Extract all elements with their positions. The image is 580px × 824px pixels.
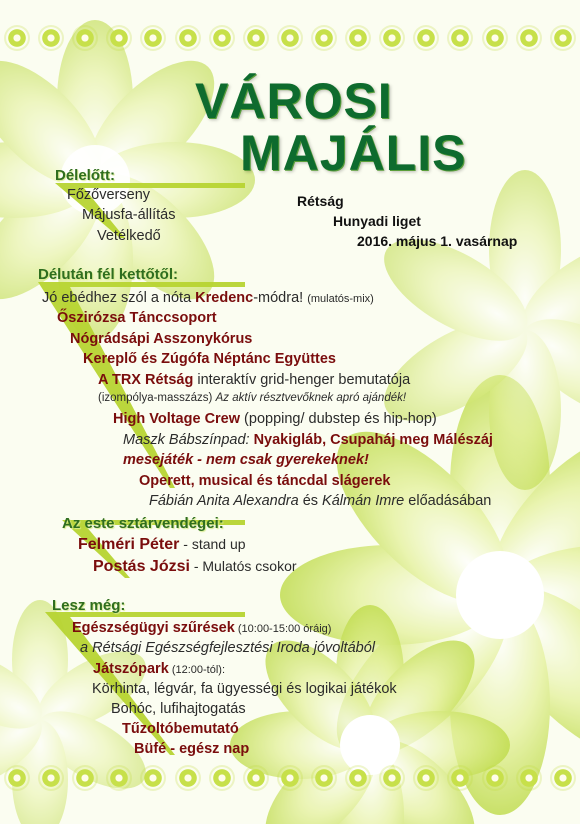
program-line-11: Fábián Anita Alexandra és Kálmán Imre előadásában [149, 493, 492, 509]
border-flower-icon [279, 27, 301, 49]
border-flower-icon [381, 767, 403, 789]
program-line-9: mesejáték - nem csak gyerekeknek! [123, 452, 369, 468]
border-flower-icon [40, 27, 62, 49]
morning-item: Vetélkedő [97, 228, 161, 244]
border-flower-icon [347, 27, 369, 49]
title-line-1: VÁROSI [195, 73, 393, 129]
more-line-4: Körhinta, légvár, fa ügyességi és logikai játékok [92, 681, 397, 697]
border-flower-icon [313, 767, 335, 789]
title-line-2: MAJÁLIS [240, 125, 467, 181]
border-flower-icon [211, 27, 233, 49]
afternoon-heading: Délután fél kettőtől: [38, 266, 179, 283]
event-date: 2016. május 1. vasárnap [357, 233, 518, 249]
program-line-6: (izompólya-masszázs) Az aktív résztvevőknek apró ajándék! [98, 392, 407, 404]
morning-heading: Délelőtt: [55, 167, 115, 184]
star-guest-2: Postás Józsi - Mulatós csokor [93, 558, 297, 575]
border-flower-icon [245, 27, 267, 49]
border-flower-icon [449, 27, 471, 49]
border-flower-icon [347, 767, 369, 789]
border-flower-icon [177, 767, 199, 789]
border-flower-icon [279, 767, 301, 789]
border-flower-icon [552, 767, 574, 789]
evening-heading: Az este sztárvendégei: [62, 515, 224, 532]
program-line-4: Kereplő és Zúgófa Néptánc Együttes [83, 351, 336, 367]
morning-item: Főzőverseny [67, 187, 151, 203]
border-flower-icon [142, 767, 164, 789]
more-line-7: Büfé - egész nap [134, 741, 250, 757]
border-flower-icon [552, 27, 574, 49]
border-flower-icon [108, 767, 130, 789]
bottom-flower-border [0, 764, 580, 792]
more-heading: Lesz még: [52, 597, 126, 614]
top-flower-border [0, 24, 580, 52]
border-flower-icon [484, 27, 506, 49]
border-flower-icon [245, 767, 267, 789]
border-flower-icon [415, 767, 437, 789]
more-line-5: Bohóc, lufihajtogatás [111, 701, 246, 717]
border-flower-icon [177, 27, 199, 49]
star-guest-1: Felméri Péter - stand up [78, 536, 246, 553]
program-line-5: A TRX Rétság interaktív grid-henger bemutatója [98, 372, 411, 388]
more-line-6: Tűzoltóbemutató [122, 721, 239, 737]
program-line-1: Jó ebédhez szól a nóta Kredenc-módra! (mulatós-mix) [42, 290, 374, 306]
border-flower-icon [6, 27, 28, 49]
event-town: Rétság [297, 193, 344, 209]
morning-item: Májusfa-állítás [82, 207, 176, 223]
border-flower-icon [74, 767, 96, 789]
border-flower-icon [415, 27, 437, 49]
program-line-2: Őszirózsa Tánccsoport [57, 310, 217, 326]
event-venue: Hunyadi liget [333, 213, 421, 229]
program-line-8: Maszk Bábszínpad: Nyakigláb, Csupaháj meg Málészáj [123, 432, 493, 448]
border-flower-icon [142, 27, 164, 49]
border-flower-icon [449, 767, 471, 789]
border-flower-icon [518, 27, 540, 49]
more-line-1: Egészségügyi szűrések (10:00-15:00 óráig) [72, 620, 332, 636]
border-flower-icon [108, 27, 130, 49]
border-flower-icon [6, 767, 28, 789]
program-line-3: Nógrádsápi Asszonykórus [70, 331, 253, 347]
more-line-2: a Rétsági Egészségfejlesztési Iroda jóvoltából [80, 640, 375, 656]
border-flower-icon [313, 27, 335, 49]
border-flower-icon [74, 27, 96, 49]
border-flower-icon [484, 767, 506, 789]
program-line-7: High Voltage Crew (popping/ dubstep és hip-hop) [113, 411, 437, 427]
border-flower-icon [518, 767, 540, 789]
border-flower-icon [381, 27, 403, 49]
border-flower-icon [211, 767, 233, 789]
more-line-3: Játszópark (12:00-tól): [93, 661, 226, 677]
program-line-10: Operett, musical és táncdal slágerek [139, 473, 391, 489]
border-flower-icon [40, 767, 62, 789]
